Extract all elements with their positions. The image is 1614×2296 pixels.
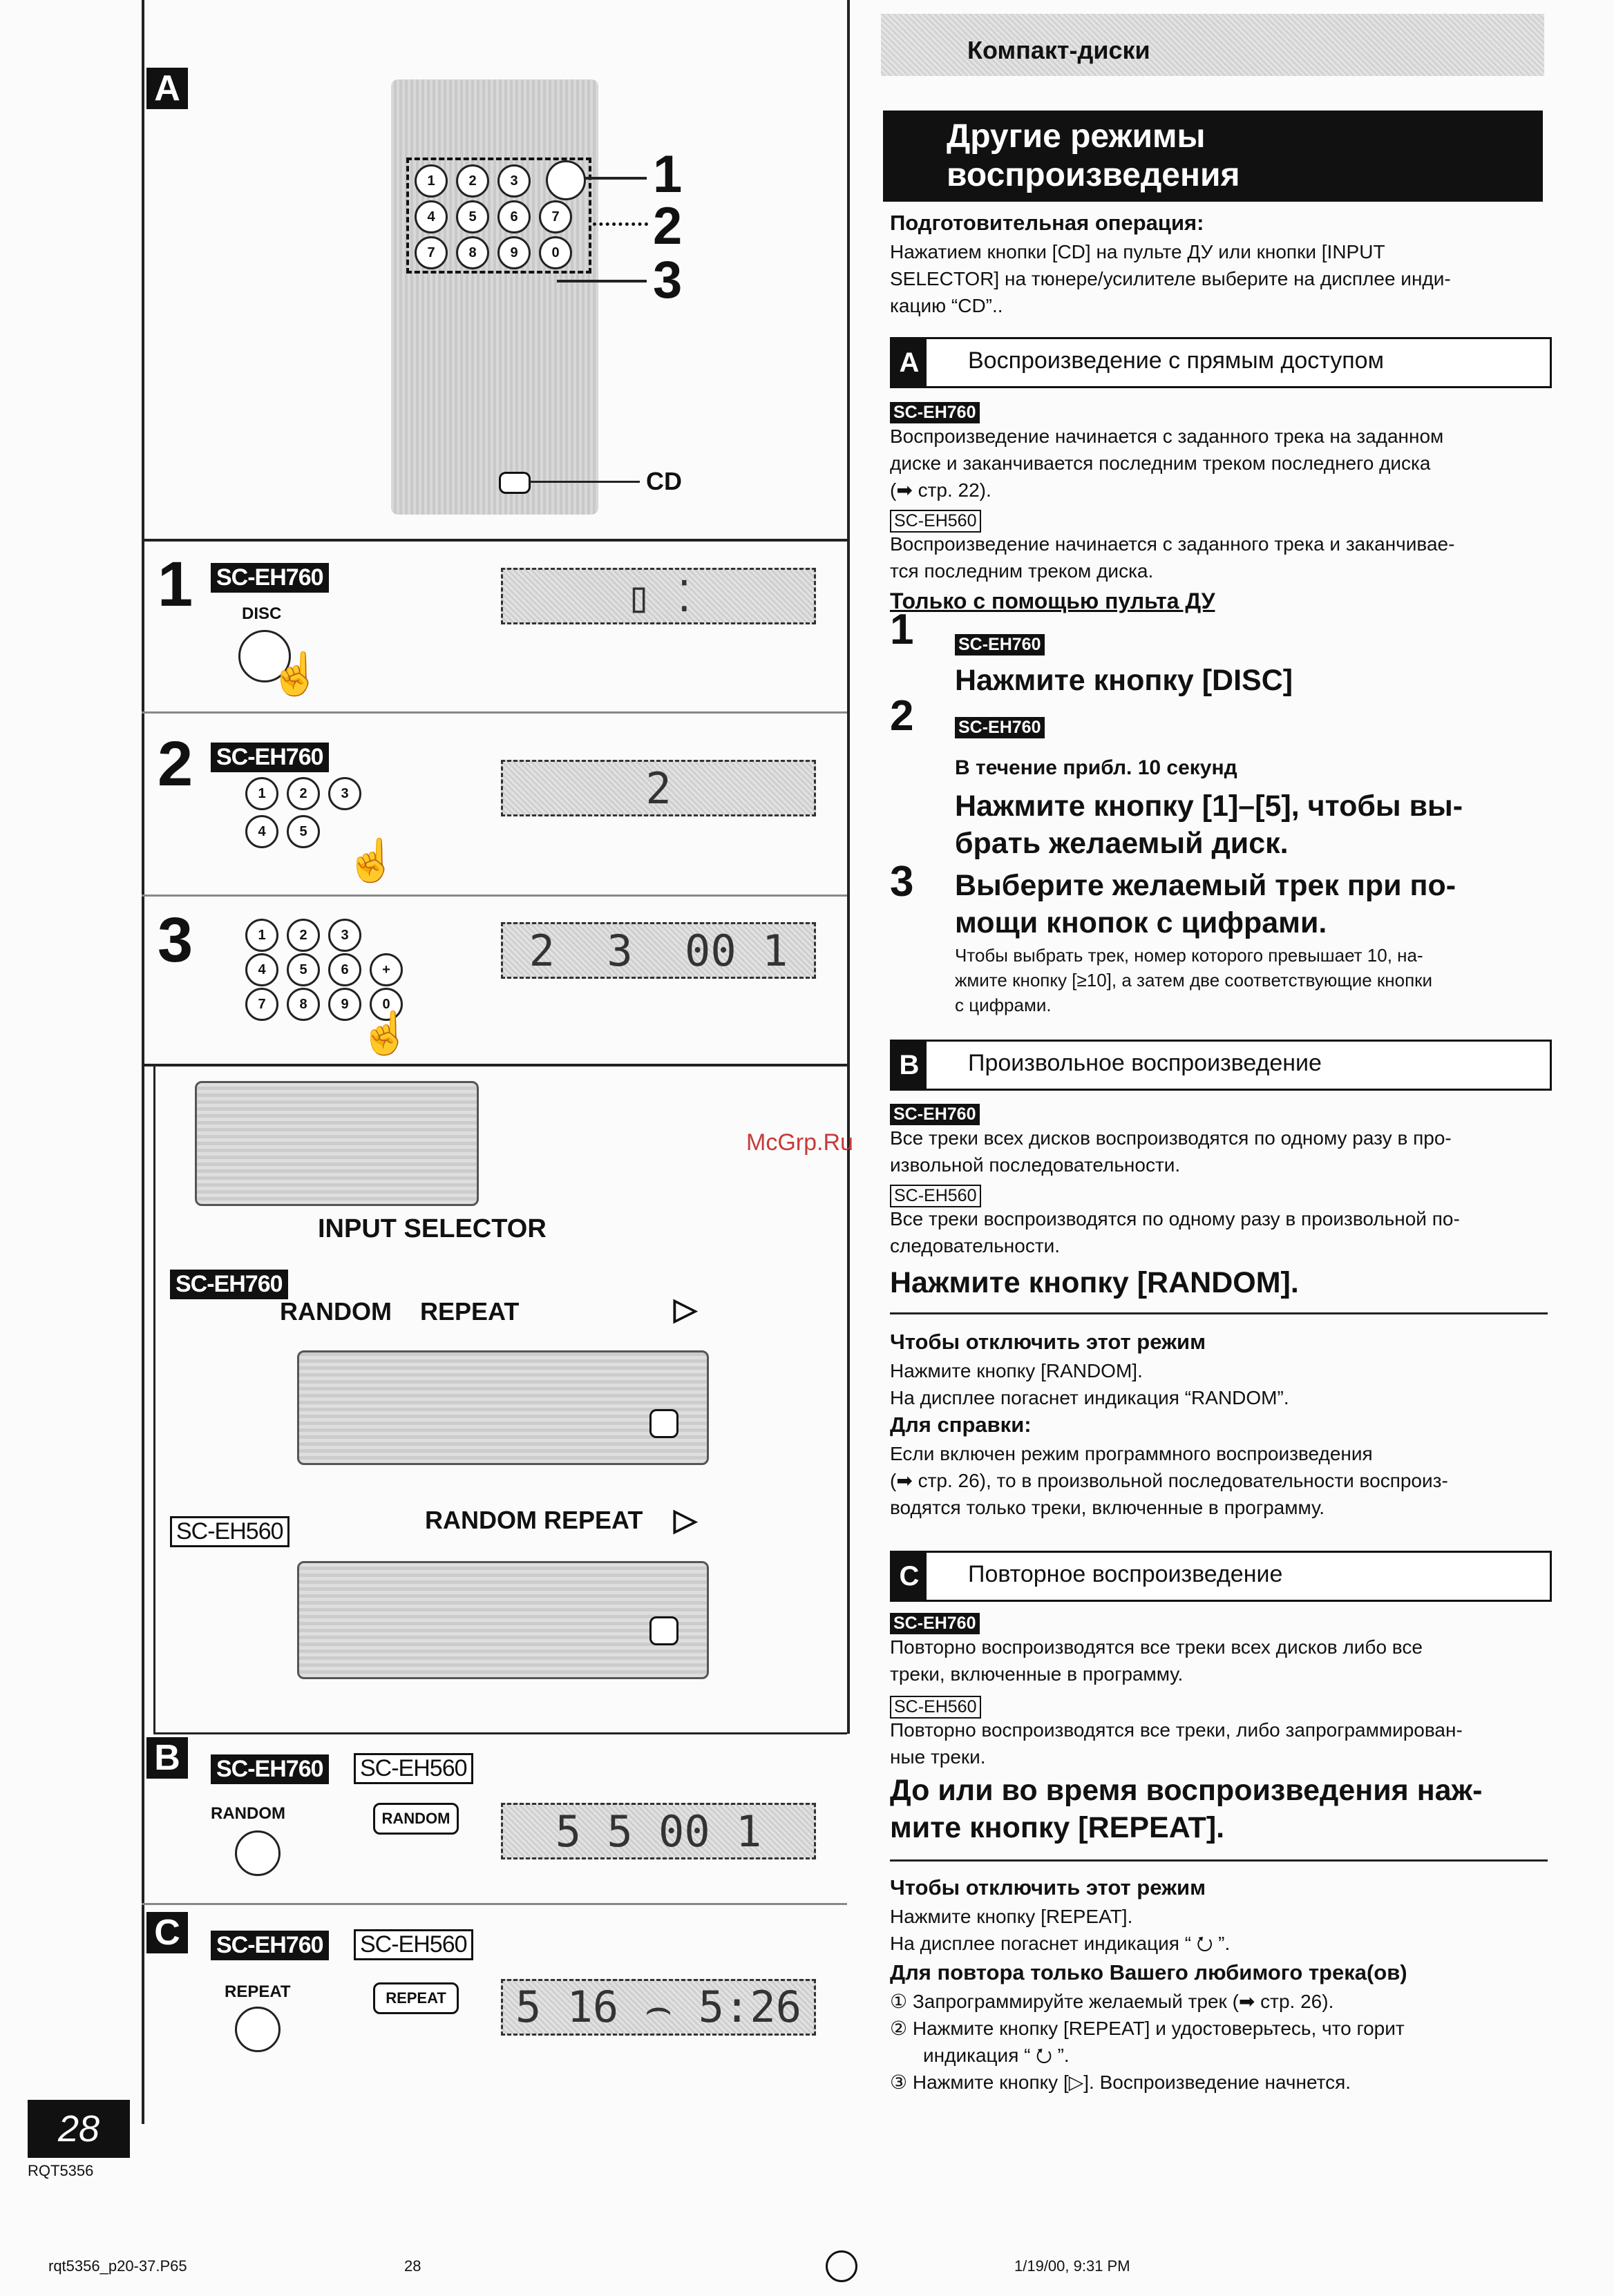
lcd-step3: 2 3 00 1 bbox=[501, 922, 816, 979]
play-symbol: ▷ bbox=[674, 1292, 697, 1326]
section-c-fav: ① Запрограммируйте желаемый трек (➡ стр. 26). ② Нажмите кнопку [REPEAT] и удостоверьтесь, что горит индикация “ ⭮ ”. ③ Нажмите кнопку [▷]. Воспроизведение начнется. bbox=[890, 1991, 1405, 2093]
random-repeat-560: RANDOM REPEAT bbox=[425, 1506, 643, 1534]
play-button-560 bbox=[649, 1616, 678, 1645]
disc-label: DISC bbox=[242, 604, 282, 623]
section-b-action: Нажмите кнопку [RANDOM]. bbox=[890, 1266, 1299, 1299]
registration-mark-icon bbox=[826, 2250, 857, 2282]
cd-label: CD bbox=[646, 467, 682, 495]
left-border bbox=[142, 0, 144, 2124]
section-c-fav-heading: Для повтора только Вашего любимого трека(ов) bbox=[890, 1960, 1407, 1984]
hand-icon: ☝ bbox=[359, 1010, 411, 1056]
remote-only: Только с помощью пульта ДУ bbox=[890, 589, 1215, 613]
input-selector-label: INPUT SELECTOR bbox=[318, 1214, 547, 1243]
prep-text: Нажатием кнопки [CD] на пульте ДУ или кнопки [INPUT SELECTOR] на тюнере/усилителе выберите на дисплее инди- кацию “CD”.. bbox=[890, 241, 1451, 316]
disc-key bbox=[546, 160, 586, 200]
file-name: rqt5356_p20-37.P65 bbox=[48, 2257, 187, 2275]
section-c-action: До или во время воспроизведения наж- мите кнопку [REPEAT]. bbox=[890, 1774, 1483, 1844]
section-b-ref: Если включен режим программного воспроизведения (➡ стр. 26), то в произвольной последовательности воспроиз- водятся только треки, включенные в программу. bbox=[890, 1443, 1448, 1518]
callout-1: 1 bbox=[653, 145, 683, 204]
section-b-desc760: Все треки всех дисков воспроизводятся по одному разу в про- извольной последовательности. bbox=[890, 1127, 1452, 1176]
lcd-step2: 2 bbox=[501, 760, 816, 816]
random-small: RANDOM bbox=[211, 1804, 285, 1823]
panel-b-letter: B bbox=[146, 1737, 188, 1779]
tag-760-s2: SC-EH760 bbox=[955, 717, 1045, 738]
tag-760-s1: SC-EH760 bbox=[955, 634, 1045, 656]
left-step-3: 3 bbox=[158, 905, 193, 975]
section-b-ref-heading: Для справки: bbox=[890, 1413, 1032, 1437]
model-760-step1: SC-EH760 bbox=[211, 563, 329, 593]
cd-key bbox=[499, 472, 531, 494]
play-button-760 bbox=[649, 1409, 678, 1438]
section-b-cancel: Нажмите кнопку [RANDOM]. На дисплее погаснет индикация “RANDOM”. bbox=[890, 1360, 1289, 1408]
section-c-desc760: Повторно воспроизводятся все треки всех дисков либо все треки, включенные в программу. bbox=[890, 1636, 1423, 1685]
step-1-num: 1 bbox=[890, 606, 914, 653]
watermark: McGrp.Ru bbox=[746, 1129, 853, 1156]
section-b-cancel-heading: Чтобы отключить этот режим bbox=[890, 1330, 1206, 1354]
model-560-b: SC-EH560 bbox=[354, 1753, 473, 1784]
tag-760-c: SC-EH760 bbox=[890, 1613, 980, 1634]
random-label: RANDOM bbox=[280, 1297, 392, 1326]
model-760-c: SC-EH760 bbox=[211, 1931, 329, 1960]
section-c-box: C Повторное воспроизведение bbox=[890, 1551, 1552, 1602]
left-step-2: 2 bbox=[158, 729, 193, 799]
section-c-title: Повторное воспроизведение bbox=[968, 1561, 1283, 1587]
play-symbol-560: ▷ bbox=[674, 1503, 697, 1537]
remote-control bbox=[391, 79, 598, 515]
prep-heading: Подготовительная операция: bbox=[890, 211, 1204, 235]
repeat-small: REPEAT bbox=[225, 1982, 291, 2001]
section-a-box: A Воспроизведение с прямым доступом bbox=[890, 337, 1552, 388]
section-c-cancel: Нажмите кнопку [REPEAT]. На дисплее погаснет индикация “ ⭮ ”. bbox=[890, 1906, 1231, 1954]
hand-icon: ☝ bbox=[345, 837, 397, 883]
unit-560-panel bbox=[297, 1561, 709, 1679]
tag-760-a: SC-EH760 bbox=[890, 402, 980, 423]
callout-3: 3 bbox=[653, 251, 683, 309]
left-step-1: 1 bbox=[158, 549, 193, 620]
page-number: 28 bbox=[28, 2100, 130, 2158]
stereo-unit-image bbox=[195, 1081, 479, 1206]
print-date: 1/19/00, 9:31 PM bbox=[1014, 2257, 1130, 2275]
panel-c-letter: C bbox=[146, 1912, 188, 1953]
model-560-unit: SC-EH560 bbox=[170, 1516, 289, 1547]
section-c-cancel-heading: Чтобы отключить этот режим bbox=[890, 1875, 1206, 1900]
hand-icon: ☝ bbox=[269, 651, 321, 697]
repeat-button-560: REPEAT bbox=[373, 1982, 459, 2014]
section-b-desc560: Все треки воспроизводятся по одному разу в произвольной по- следовательности. bbox=[890, 1208, 1460, 1256]
lcd-step1: ▯ ⁚ bbox=[501, 568, 816, 624]
footer-page: 28 bbox=[404, 2257, 421, 2275]
tag-560-c: SC-EH560 bbox=[890, 1696, 981, 1719]
panel-a-letter: A bbox=[146, 68, 188, 109]
model-760-unit: SC-EH760 bbox=[170, 1270, 288, 1299]
section-a-desc560: Воспроизведение начинается с заданного трека и заканчивае- тся последним треком диска. bbox=[890, 533, 1455, 582]
section-header: Компакт-диски bbox=[967, 36, 1150, 64]
step-2-num: 2 bbox=[890, 692, 914, 740]
left-right-border bbox=[847, 0, 850, 1734]
step-1-text: Нажмите кнопку [DISC] bbox=[955, 664, 1293, 697]
main-title: Другие режимы воспроизведения bbox=[947, 118, 1240, 193]
tag-560-b: SC-EH560 bbox=[890, 1185, 981, 1207]
model-560-c: SC-EH560 bbox=[354, 1929, 473, 1960]
lcd-b: 5 5 00 1 bbox=[501, 1803, 816, 1859]
step-2-text: Нажмите кнопку [1]–[5], чтобы вы- брать желаемый диск. bbox=[955, 790, 1463, 860]
section-c-desc560: Повторно воспроизводятся все треки, либо запрограммирован- ные треки. bbox=[890, 1719, 1463, 1768]
step-3-num: 3 bbox=[890, 858, 914, 906]
callout-2: 2 bbox=[653, 197, 683, 256]
tag-760-b: SC-EH760 bbox=[890, 1104, 980, 1125]
model-760-step2: SC-EH760 bbox=[211, 743, 329, 772]
model-760-b: SC-EH760 bbox=[211, 1754, 329, 1784]
lcd-c: 5 16 ⌢ 5:26 bbox=[501, 1979, 816, 2036]
doc-code: RQT5356 bbox=[28, 2162, 94, 2179]
section-b-box: B Произвольное воспроизведение bbox=[890, 1040, 1552, 1091]
section-a-title: Воспроизведение с прямым доступом bbox=[968, 347, 1384, 374]
unit-760-panel bbox=[297, 1350, 709, 1465]
tag-560-a: SC-EH560 bbox=[890, 510, 981, 533]
step-2-sub: В течение прибл. 10 секунд bbox=[955, 756, 1237, 779]
repeat-label: REPEAT bbox=[420, 1297, 520, 1326]
section-a-desc760: Воспроизведение начинается с заданного трека на заданном диске и заканчивается последним треком последнего диска (➡ стр. 22). bbox=[890, 425, 1444, 501]
section-b-title: Произвольное воспроизведение bbox=[968, 1050, 1322, 1076]
random-button-560: RANDOM bbox=[373, 1803, 459, 1835]
step-3-text: Выберите желаемый трек при по- мощи кнопок с цифрами. bbox=[955, 869, 1456, 939]
step-3-note: Чтобы выбрать трек, номер которого превышает 10, на- жмите кнопку [≥10], а затем две соответствующие кнопки с цифрами. bbox=[955, 945, 1433, 1015]
